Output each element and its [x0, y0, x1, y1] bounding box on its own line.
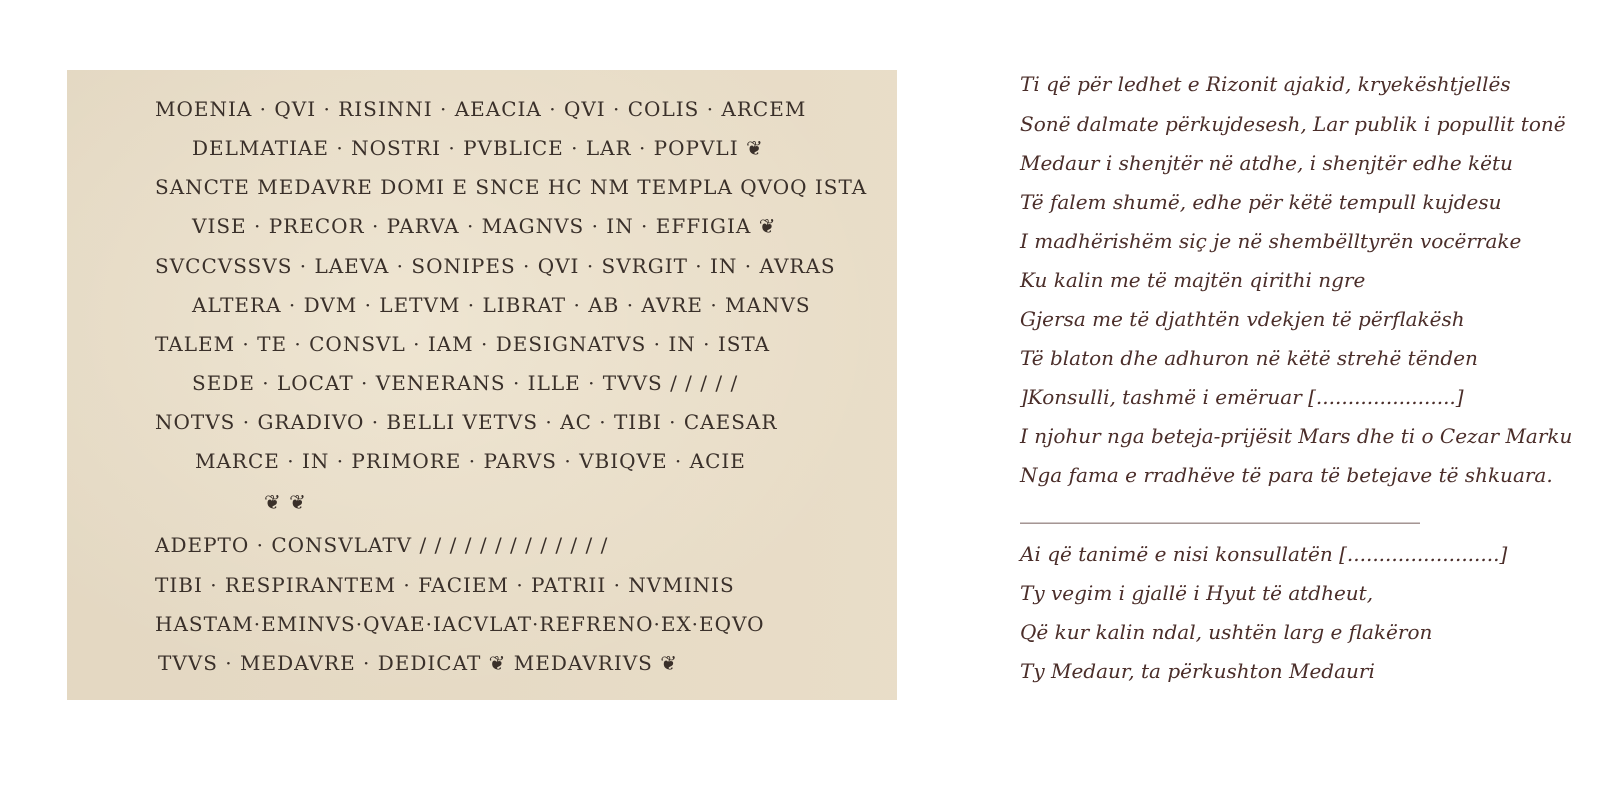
translation-line-7: Gjersa me të djathtën vdekjen të përflakësh: [1020, 307, 1465, 331]
inscription-line-3: SANCTE MEDAVRE DOMI E SNCE HC NM TEMPLA QVOQ ISTA: [155, 175, 868, 199]
translation-line-1: Ti që për ledhet e Rizonit ajakid, kryekështjellës: [1020, 72, 1511, 96]
translation-line-6: Ku kalin me të majtën qirithi ngre: [1020, 268, 1366, 292]
inscription-line-4: VISE · PRECOR · PARVA · MAGNVS · IN · EFFIGIA ❦: [192, 214, 777, 238]
inscription-line-9: NOTVS · GRADIVO · BELLI VETVS · AC · TIBI · CAESAR: [155, 410, 778, 434]
inscription-ornament-line: ❦ ❦: [264, 490, 307, 514]
inscription-line-8: SEDE · LOCAT · VENERANS · ILLE · TVVS / / / / /: [192, 371, 739, 395]
translation-line-14: Që kur kalin ndal, ushtën larg e flakëron: [1020, 620, 1433, 644]
translation-line-12: Ai që tanimë e nisi konsullatën [........................]: [1020, 542, 1508, 566]
inscription-line-14: TVVS · MEDAVRE · DEDICAT ❦ MEDAVRIVS ❦: [158, 651, 678, 675]
translation-line-10: I njohur nga beteja-prijësit Mars dhe ti o Cezar Marku: [1020, 424, 1573, 448]
inscription-line-10: MARCE · IN · PRIMORE · PARVS · VBIQVE · ACIE: [195, 449, 746, 473]
translation-line-3: Medaur i shenjtër në atdhe, i shenjtër edhe këtu: [1020, 151, 1513, 175]
translation-line-15: Ty Medaur, ta përkushton Medauri: [1020, 659, 1375, 683]
inscription-line-6: ALTERA · DVM · LETVM · LIBRAT · AB · AVRE · MANVS: [192, 293, 811, 317]
translation-line-5: I madhërishëm siç je në shembëlltyrën vocërrake: [1020, 229, 1522, 253]
inscription-line-12: TIBI · RESPIRANTEM · FACIEM · PATRII · NVMINIS: [155, 573, 735, 597]
inscription-line-7: TALEM · TE · CONSVL · IAM · DESIGNATVS · IN · ISTA: [155, 332, 771, 356]
translation-line-4: Të falem shumë, edhe për këtë tempull kujdesu: [1020, 190, 1502, 214]
translation-line-2: Sonë dalmate përkujdesesh, Lar publik i popullit tonë: [1020, 112, 1566, 136]
inscription-line-5: SVCCVSSVS · LAEVA · SONIPES · QVI · SVRGIT · IN · AVRAS: [155, 254, 836, 278]
inscription-line-13: HASTAM·EMINVS·QVAE·IACVLAT·REFRENO·EX·EQVO: [155, 612, 765, 636]
translation-line-9: ]Konsulli, tashmë i emëruar [......................]: [1020, 385, 1464, 409]
translation-line-11: Nga fama e rradhëve të para të betejave të shkuara.: [1020, 463, 1553, 487]
translation-separator: ________________________________________: [1020, 500, 1420, 524]
translation-line-8: Të blaton dhe adhuron në këtë strehë tënden: [1020, 346, 1478, 370]
inscription-line-1: MOENIA · QVI · RISINNI · AEACIA · QVI · COLIS · ARCEM: [155, 97, 807, 121]
inscription-line-2: DELMATIAE · NOSTRI · PVBLICE · LAR · POPVLI ❦: [192, 136, 764, 160]
translation-line-13: Ty vegim i gjallë i Hyut të atdheut,: [1020, 581, 1374, 605]
inscription-line-11: ADEPTO · CONSVLATV / / / / / / / / / / / / /: [155, 533, 609, 557]
